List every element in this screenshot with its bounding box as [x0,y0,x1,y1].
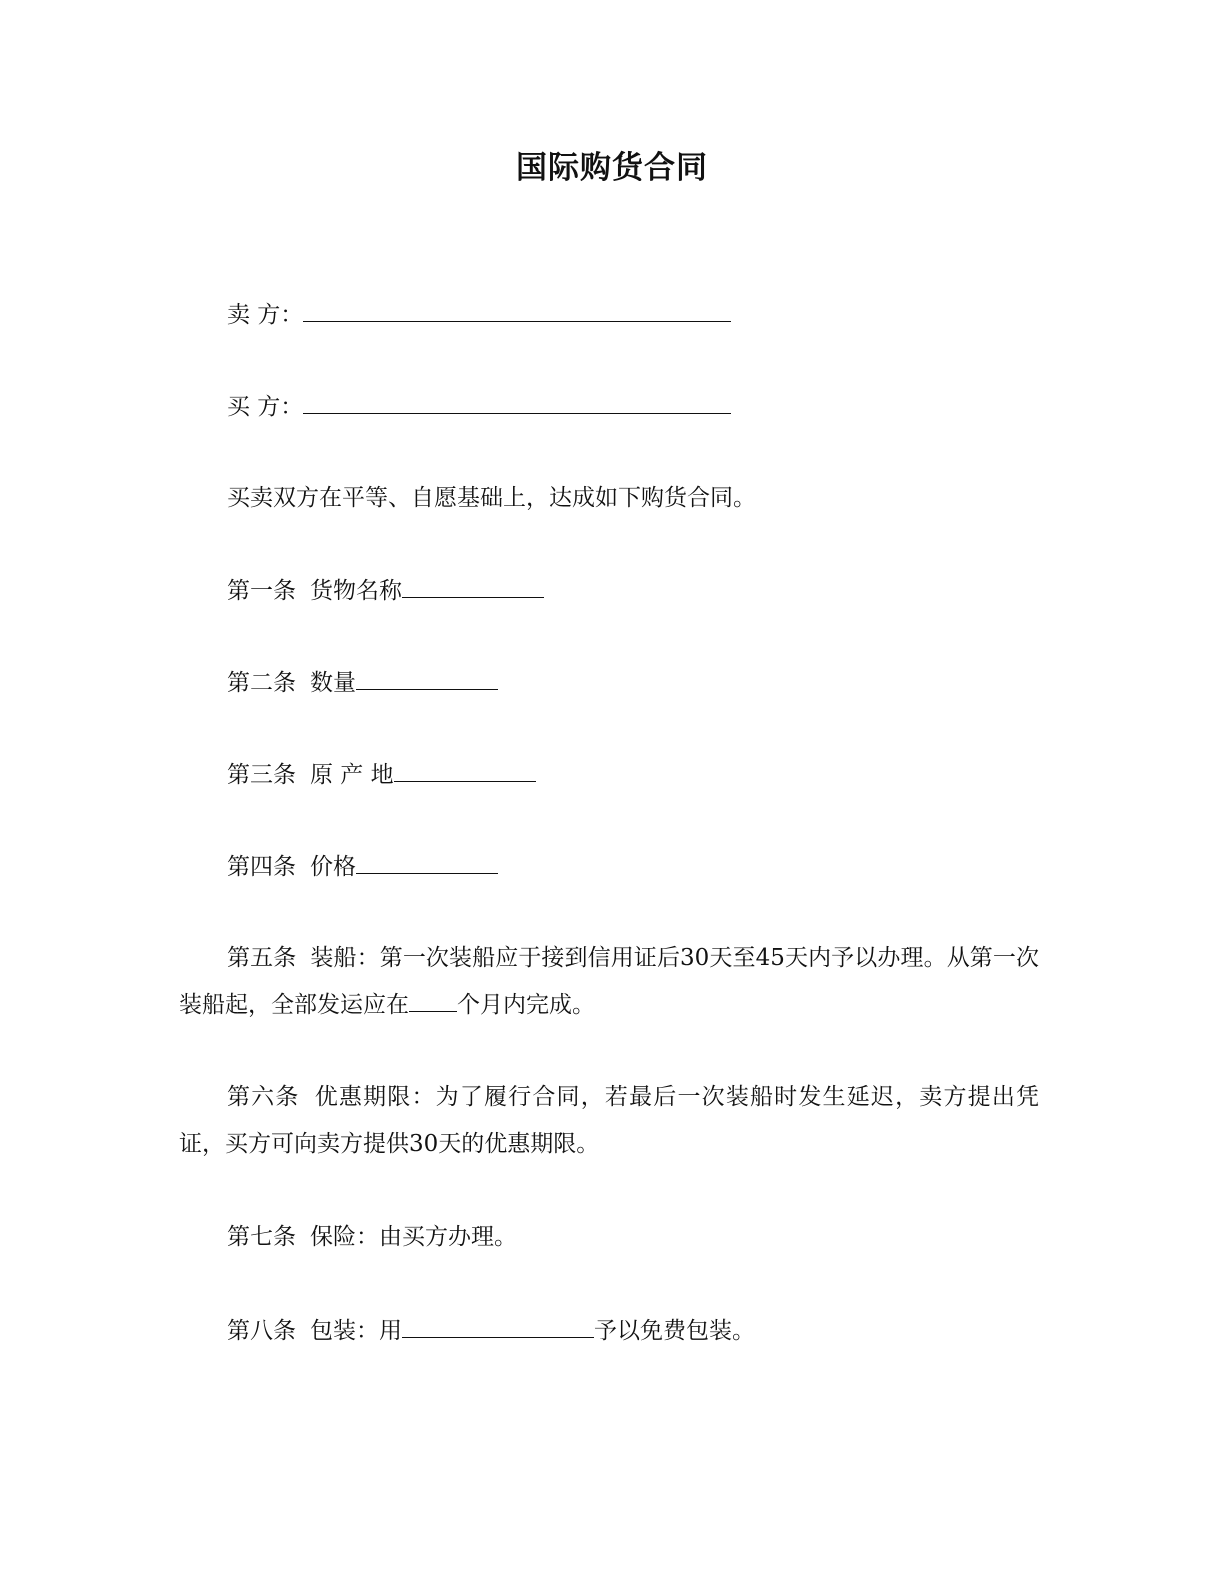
article-6-number: 第六条 [227,1084,300,1110]
article-1-number: 第一条 [227,578,296,604]
article-3-text: 原 产 地 [310,762,394,788]
quantity-blank[interactable] [356,667,498,690]
article-8-text-before: 包装：用 [310,1318,402,1344]
article-5-number: 第五条 [227,945,297,971]
article-4-text: 价格 [310,854,356,880]
article-1-text: 货物名称 [310,578,402,604]
buyer-blank[interactable] [303,391,731,414]
article-6-text: 优惠期限：为了履行合同，若最后一次装船时发生延迟，卖方提出凭证，买方可向卖方提供30天的优惠期限。 [179,1084,1040,1157]
article-5 [179,935,1039,1029]
article-8-text-after: 予以免费包装。 [594,1318,755,1344]
intro-paragraph: 买卖双方在平等、自愿基础上，达成如下购货合同。 [227,485,756,511]
article-8 [227,1315,755,1346]
article-6 [179,1074,1039,1168]
article-2-text: 数量 [310,670,356,696]
article-4 [227,851,498,882]
article-2-number: 第二条 [227,670,296,696]
buyer-line [227,391,731,422]
article-7 [227,1222,517,1252]
packing-blank[interactable] [402,1315,594,1338]
article-4-number: 第四条 [227,854,296,880]
article-7-number: 第七条 [227,1224,296,1250]
seller-label: 卖 方： [227,302,304,328]
article-5-text-before: 装船：第一次装船应于接到信用证后30天至45天内予以办理。从第一次装船起，全部发运应在 [179,945,1039,1018]
price-blank[interactable] [356,851,498,874]
seller-line [227,299,731,330]
document-title: 国际购货合同 [516,150,708,186]
article-3-number: 第三条 [227,762,296,788]
buyer-label: 买 方： [227,394,304,420]
goods-name-blank[interactable] [402,575,544,598]
origin-blank[interactable] [394,759,536,782]
article-8-number: 第八条 [227,1318,296,1344]
article-1 [227,575,544,606]
article-5-text-after: 个月内完成。 [457,992,595,1018]
article-3 [227,759,536,790]
article-7-text: 保险：由买方办理。 [310,1224,517,1250]
months-blank[interactable] [409,989,457,1012]
article-2 [227,667,498,698]
seller-blank[interactable] [303,299,731,322]
